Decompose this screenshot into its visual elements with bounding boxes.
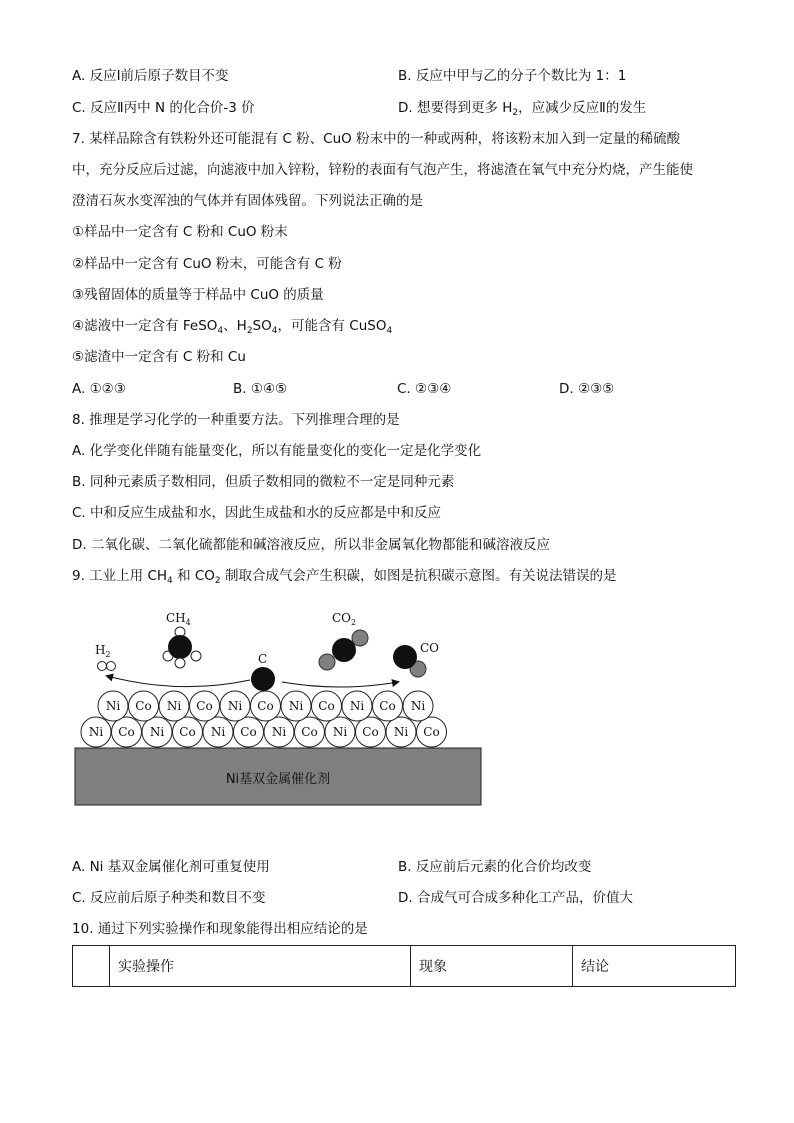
catalyst-atom-label: Co [362, 725, 379, 739]
q9-option-c: C. 反应前后原子种类和数目不变 [72, 890, 266, 906]
catalyst-atom-label: Co [301, 725, 318, 739]
table-header-row [73, 946, 736, 987]
q9-option-b: B. 反应前后元素的化合价均改变 [398, 859, 592, 875]
catalyst-atom-label: Ni [349, 699, 365, 713]
label-c: C [258, 652, 268, 666]
catalyst-atom-label: Ni [105, 699, 121, 713]
catalyst-atom-label: Ni [88, 725, 104, 739]
ch4-carbon-atom [168, 635, 192, 659]
co2-oxygen-atom [319, 654, 335, 670]
co2-carbon-atom [332, 638, 356, 662]
catalyst-atom-label: Ni [166, 699, 182, 713]
q7-stem-line-3: 澄清石灰水变浑浊的气体并有固体残留。下列说法正确的是 [72, 193, 423, 209]
q8-stem: 8. 推理是学习化学的一种重要方法。下列推理合理的是 [72, 412, 400, 428]
q6-option-c: C. 反应Ⅱ丙中 N 的化合价-3 价 [72, 100, 255, 116]
catalyst-atom-label: Co [196, 699, 213, 713]
label-ch4: $CH_4$ [166, 611, 191, 627]
q7-option-a: A. ①②③ [72, 381, 126, 397]
catalyst-atom-label: Co [240, 725, 257, 739]
q8-option-d: D. 二氧化碳、二氧化硫都能和碱溶液反应，所以非金属氧化物都能和碱溶液反应 [72, 537, 550, 553]
q8-option-b: B. 同种元素质子数相同，但质子数相同的微粒不一定是同种元素 [72, 474, 455, 490]
catalyst-atom-label: Co [379, 699, 396, 713]
ch4-hydrogen-atom [175, 658, 185, 668]
co2-oxygen-atom [352, 630, 368, 646]
q8-option-c: C. 中和反应生成盐和水，因此生成盐和水的反应都是中和反应 [72, 505, 442, 521]
catalyst-atom-row-top [98, 691, 433, 721]
diagram-svg [70, 600, 490, 815]
q9-option-d: D. 合成气可合成多种化工产品，价值大 [398, 890, 633, 906]
catalyst-atom-label: Ni [332, 725, 348, 739]
catalyst-atom-label: Co [135, 699, 152, 713]
catalyst-atom-label: Co [318, 699, 335, 713]
q7-option-d: D. ②③⑤ [559, 381, 615, 397]
h2-atom [107, 662, 116, 671]
label-co: CO [420, 641, 440, 655]
h2-atom [98, 662, 107, 671]
catalyst-atom-label: Ni [210, 725, 226, 739]
q6-option-b: B. 反应中甲与乙的分子个数比为 1：1 [398, 68, 627, 84]
co-carbon-atom [393, 645, 417, 669]
catalyst-atom-label: Co [118, 725, 135, 739]
catalyst-atom-label: Co [179, 725, 196, 739]
label-co2: $CO_2$ [332, 611, 357, 627]
anti-carbon-deposition-diagram [70, 600, 490, 815]
arrow-to-h2 [107, 676, 250, 687]
ch4-hydrogen-atom [191, 651, 201, 661]
q6-option-a: A. 反应Ⅰ前后原子数目不变 [72, 68, 229, 84]
q7-option-b: B. ①④⑤ [233, 381, 288, 397]
catalyst-atom-label: Ni [288, 699, 304, 713]
label-h2: $H_2$ [95, 643, 111, 659]
arrow-to-co [282, 682, 398, 687]
q7-statement-2: ②样品中一定含有 CuO 粉末，可能含有 C 粉 [72, 256, 342, 272]
q7-statement-3: ③残留固体的质量等于样品中 CuO 的质量 [72, 287, 324, 303]
catalyst-atom-row-bottom [81, 717, 447, 747]
catalyst-atom-label: Ni [149, 725, 165, 739]
q10-table [72, 945, 736, 987]
q7-stem-line-1: 7. 某样品除含有铁粉外还可能混有 C 粉、CuO 粉末中的一种或两种，将该粉末加入到一定量的稀硫酸 [72, 131, 681, 147]
q10-stem: 10. 通过下列实验操作和现象能得出相应结论的是 [72, 921, 368, 937]
catalyst-atom-label: Ni [227, 699, 243, 713]
deposited-carbon-atom [251, 667, 275, 691]
q7-option-c: C. ②③④ [397, 381, 452, 397]
table-header-cell: 现象 [411, 946, 573, 987]
q9-option-a: A. Ni 基双金属催化剂可重复使用 [72, 859, 270, 875]
catalyst-atom-label: Co [423, 725, 440, 739]
q7-statement-1: ①样品中一定含有 C 粉和 CuO 粉末 [72, 224, 288, 240]
table-header-cell: 实验操作 [110, 946, 411, 987]
catalyst-atom-label: Ni [393, 725, 409, 739]
q7-statement-4: ④滤液中一定含有 FeSO$_4$、$H_2SO_4$，可能含有 CuSO$_4$ [72, 318, 393, 336]
catalyst-label: Ni基双金属催化剂 [225, 772, 331, 787]
table-header-cell: 结论 [573, 946, 736, 987]
catalyst-atom-label: Ni [410, 699, 426, 713]
q9-stem: 9. 工业上用 $CH_4$ 和 $CO_2$ 制取合成气会产生积碳，如图是抗积碳示意图。有关说法错误的是 [72, 568, 617, 586]
catalyst-atom-label: Co [257, 699, 274, 713]
q6-option-d: D. 想要得到更多 $H_2$，应减少反应Ⅱ的发生 [398, 100, 647, 118]
q8-option-a: A. 化学变化伴随有能量变化，所以有能量变化的变化一定是化学变化 [72, 443, 482, 459]
catalyst-atom-label: Ni [271, 725, 287, 739]
q7-statement-5: ⑤滤渣中一定含有 C 粉和 Cu [72, 349, 246, 365]
q7-stem-line-2: 中，充分反应后过滤，向滤液中加入锌粉，锌粉的表面有气泡产生，将滤渣在氧气中充分灼烧，产生能使 [72, 162, 693, 178]
table-header-cell [73, 946, 110, 987]
